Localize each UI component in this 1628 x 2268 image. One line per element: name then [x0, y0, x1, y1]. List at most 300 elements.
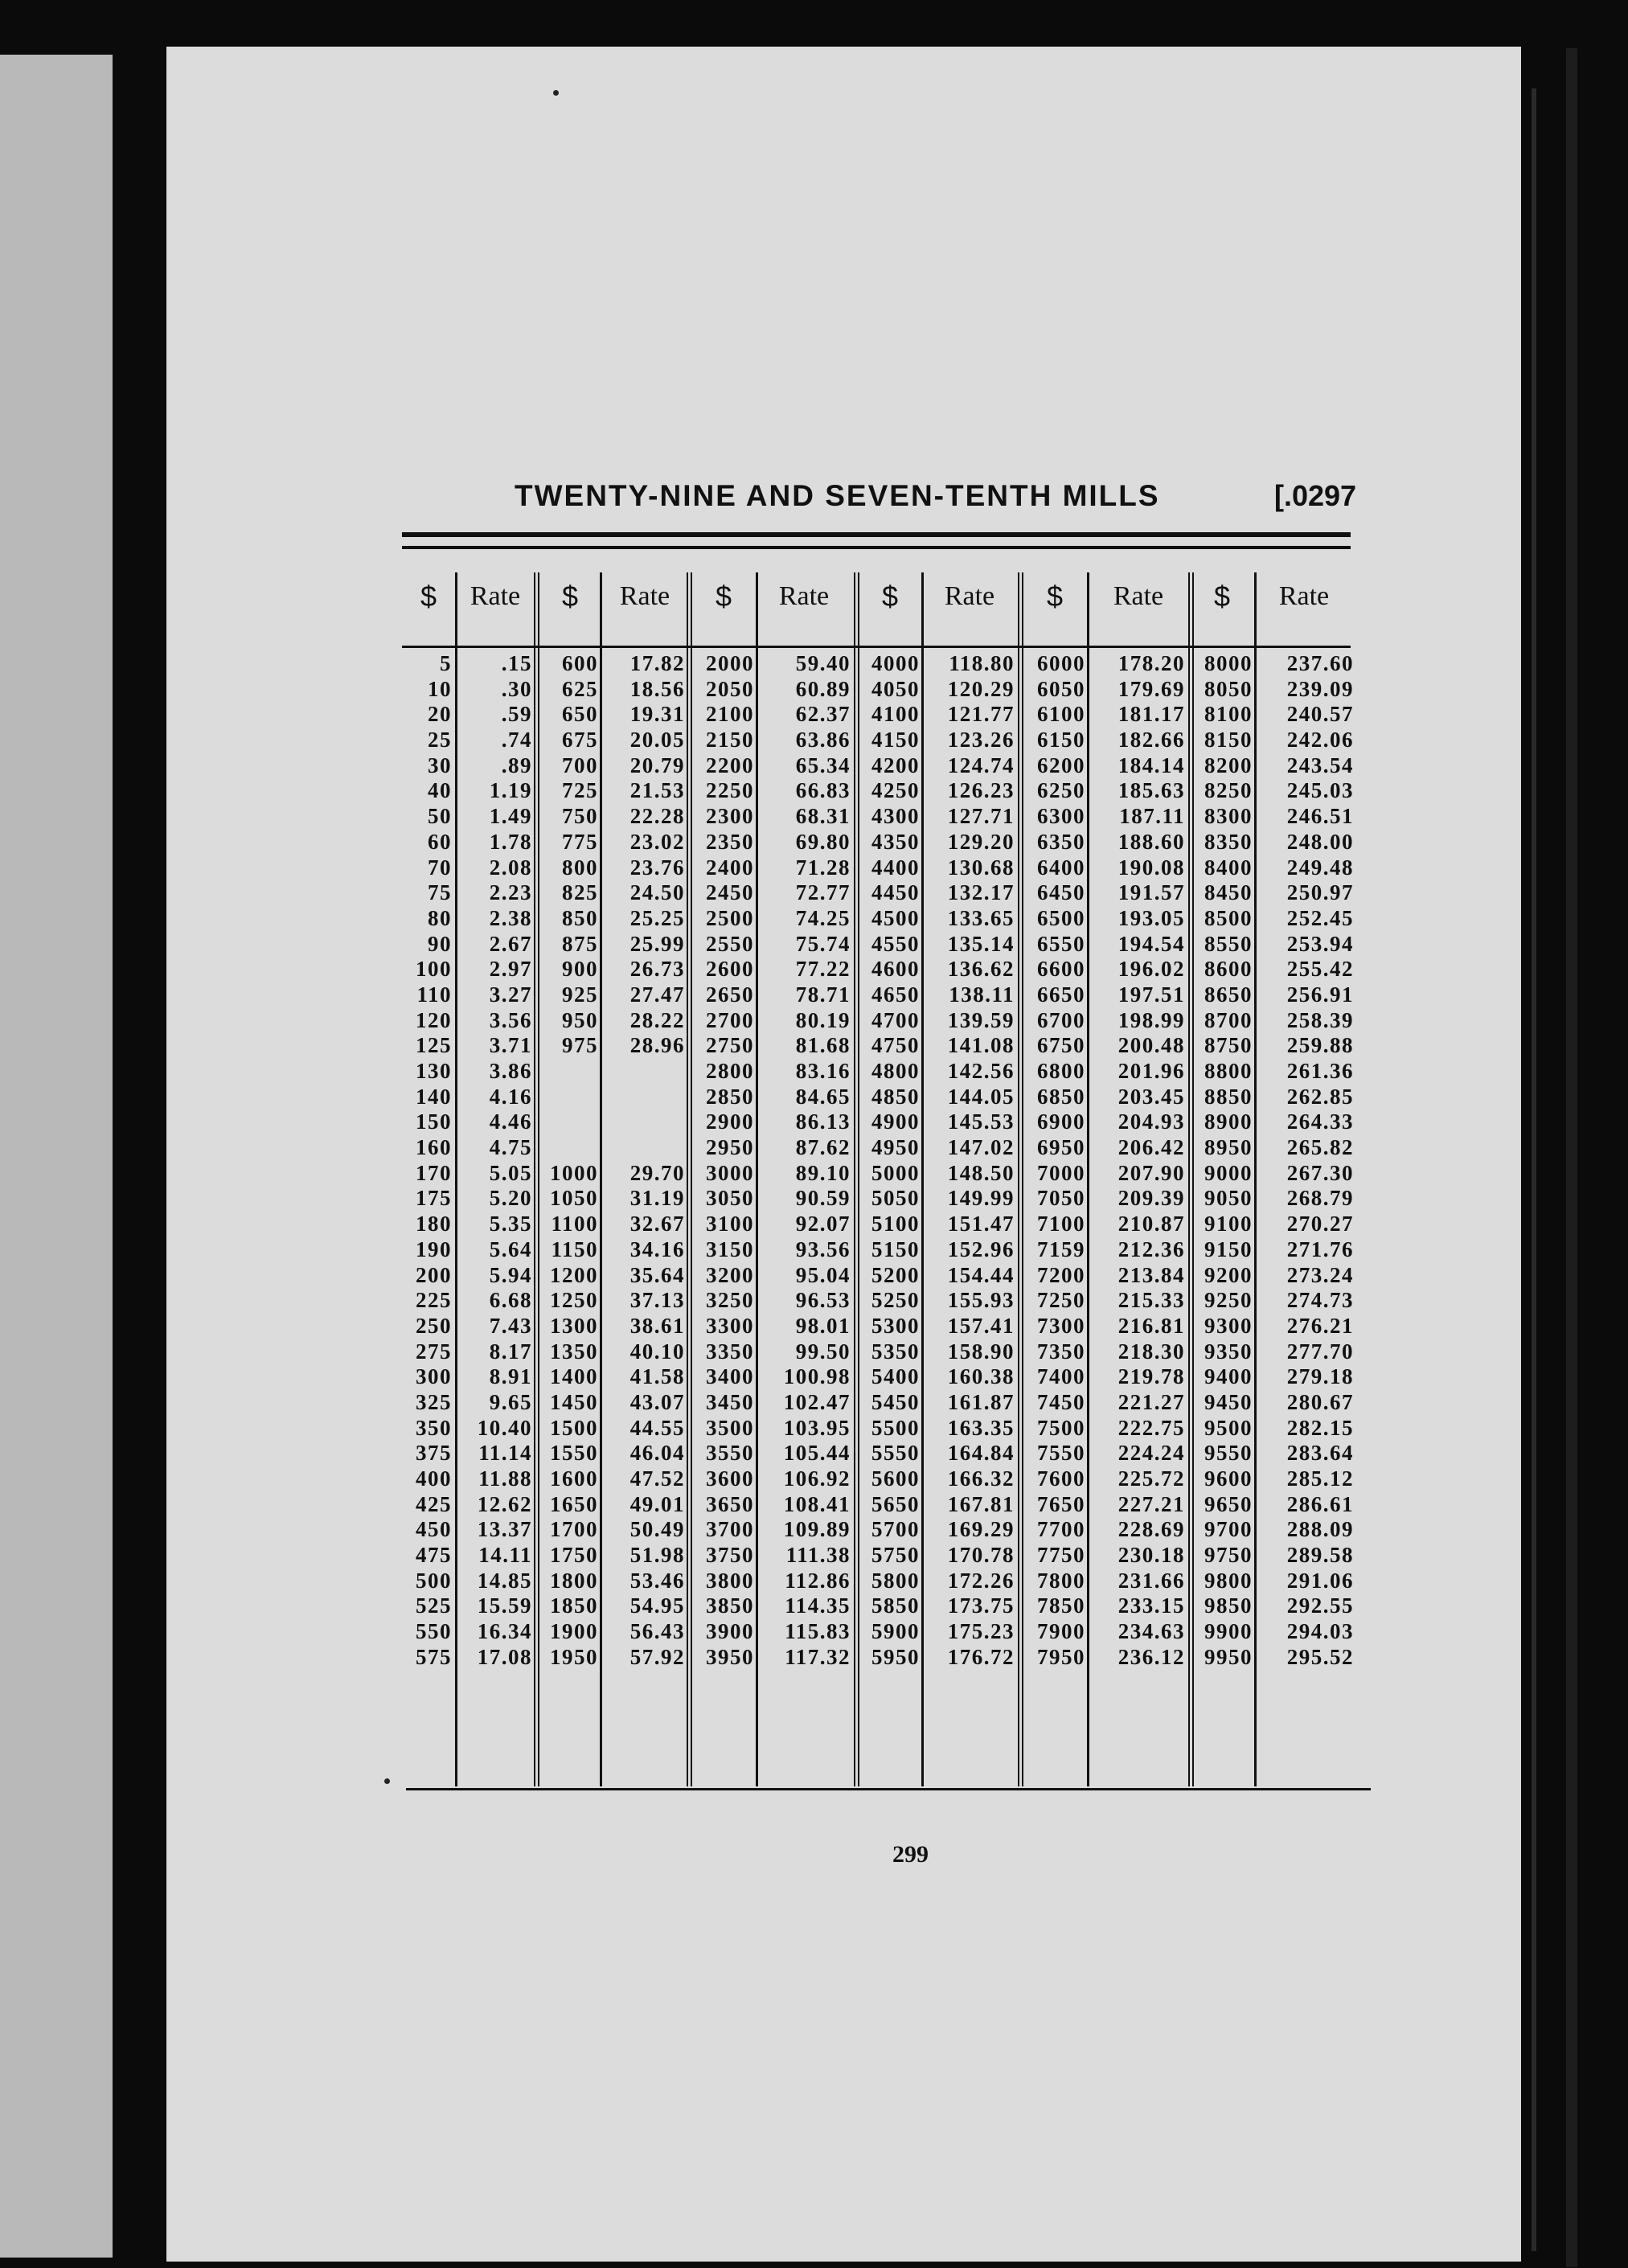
- rate-cell: 194.54: [1117, 931, 1185, 956]
- rate-cell: 28.22: [629, 1007, 685, 1032]
- rate-cell: 179.69: [1117, 676, 1185, 701]
- amount-cell: 9500: [1204, 1415, 1253, 1440]
- rate-cell: 215.33: [1117, 1288, 1185, 1313]
- rate-cell: 29.70: [629, 1160, 685, 1185]
- amount-cell: 3100: [706, 1212, 754, 1237]
- amount-cell: 6450: [1037, 880, 1085, 905]
- rate-cell: 142.56: [947, 1059, 1015, 1083]
- amount-cell: 4750: [871, 1033, 920, 1058]
- amount-cell: 8300: [1204, 804, 1253, 829]
- amount-cell: 9300: [1204, 1313, 1253, 1338]
- rate-cell: 283.64: [1286, 1441, 1354, 1466]
- amount-cell: 8150: [1204, 728, 1253, 753]
- amount-cell: 7800: [1037, 1568, 1085, 1593]
- amount-cell: 3000: [706, 1160, 754, 1185]
- rate-cell: 23.76: [629, 855, 685, 880]
- rate-cell: 8.91: [489, 1364, 532, 1389]
- amount-cell: 6100: [1037, 702, 1085, 727]
- amount-cell: 2150: [706, 728, 754, 753]
- amount-cell: 2450: [706, 880, 754, 905]
- rate-cell: 13.37: [477, 1517, 532, 1542]
- amount-cell: 5950: [871, 1644, 920, 1669]
- rate-cell: 43.07: [629, 1389, 685, 1414]
- amount-cell: 850: [562, 905, 598, 930]
- amount-cell: 2900: [706, 1109, 754, 1134]
- amount-cell: 190: [416, 1237, 452, 1261]
- rate-cell: 218.30: [1117, 1339, 1185, 1364]
- amount-cell: 3700: [706, 1517, 754, 1542]
- amount-cell: 525: [416, 1593, 452, 1618]
- rate-cell: 242.06: [1286, 728, 1354, 753]
- header-amount-3: $: [715, 580, 732, 613]
- amount-cell: 160: [416, 1135, 452, 1160]
- amount-cell: 9900: [1204, 1619, 1253, 1644]
- rate-cell: 109.89: [783, 1517, 851, 1542]
- rate-cell: 155.93: [947, 1288, 1015, 1313]
- rate-column-3: [757, 651, 851, 1671]
- amount-cell: 1500: [550, 1415, 598, 1440]
- rate-cell: 210.87: [1117, 1212, 1185, 1237]
- rate-cell: 5.64: [489, 1237, 532, 1261]
- rate-cell: 292.55: [1286, 1593, 1354, 1618]
- rate-cell: 6.68: [489, 1288, 532, 1313]
- binding-stripe: [1566, 48, 1577, 2267]
- amount-cell: 8700: [1204, 1007, 1253, 1032]
- rate-cell: 87.62: [795, 1135, 851, 1160]
- amount-column-4: [860, 651, 920, 1671]
- rate-cell: 245.03: [1286, 778, 1354, 803]
- amount-cell: 10: [428, 676, 452, 701]
- rate-cell: 154.44: [947, 1262, 1015, 1287]
- rate-cell: 11.88: [478, 1466, 532, 1491]
- rate-cell: 127.71: [947, 804, 1015, 829]
- amount-cell: 125: [416, 1033, 452, 1058]
- header-amount-1: $: [420, 580, 437, 613]
- amount-cell: 5500: [871, 1415, 920, 1440]
- group-rule: [1018, 572, 1023, 1786]
- rate-cell: 295.52: [1286, 1644, 1354, 1669]
- rate-column-4: [923, 651, 1015, 1671]
- amount-cell: 1950: [550, 1644, 598, 1669]
- amount-cell: 3450: [706, 1389, 754, 1414]
- rate-cell: 105.44: [783, 1441, 851, 1466]
- rate-cell: 28.96: [629, 1033, 685, 1058]
- amount-cell: 8650: [1204, 982, 1253, 1007]
- header-amount-2: $: [561, 580, 579, 613]
- amount-cell: 5050: [871, 1186, 920, 1211]
- rate-cell: 145.53: [947, 1109, 1015, 1134]
- speck: [553, 90, 559, 96]
- amount-cell: 8500: [1204, 905, 1253, 930]
- rate-column-1: [455, 651, 532, 1671]
- amount-cell: 875: [562, 931, 598, 956]
- rate-cell: 117.32: [785, 1644, 851, 1669]
- rate-cell: 267.30: [1286, 1160, 1354, 1185]
- amount-cell: 7100: [1037, 1212, 1085, 1237]
- rate-cell: 221.27: [1117, 1389, 1185, 1414]
- amount-cell: [540, 1059, 598, 1085]
- amount-cell: [540, 1109, 598, 1135]
- rate-cell: 71.28: [795, 855, 851, 880]
- rate-cell: 207.90: [1117, 1160, 1185, 1185]
- amount-cell: 4700: [871, 1007, 920, 1032]
- rate-cell: 27.47: [629, 982, 685, 1007]
- rate-cell: 176.72: [947, 1644, 1015, 1669]
- rate-cell: 47.52: [629, 1466, 685, 1491]
- rate-cell: 25.99: [629, 931, 685, 956]
- amount-cell: 8450: [1204, 880, 1253, 905]
- amount-cell: 2250: [706, 778, 754, 803]
- rate-cell: 95.04: [795, 1262, 851, 1287]
- rate-cell: 123.26: [947, 728, 1015, 753]
- amount-cell: 3950: [706, 1644, 754, 1669]
- rate-cell: 228.69: [1117, 1517, 1185, 1542]
- rate-cell: 1.19: [489, 778, 532, 803]
- amount-cell: 8850: [1204, 1084, 1253, 1109]
- amount-cell: 600: [562, 651, 598, 675]
- rate-cell: 57.92: [629, 1644, 685, 1669]
- rate-cell: 100.98: [783, 1364, 851, 1389]
- page-title: TWENTY-NINE AND SEVEN-TENTH MILLS: [515, 479, 1160, 512]
- amount-cell: 4800: [871, 1059, 920, 1083]
- rate-cell: 133.65: [947, 905, 1015, 930]
- amount-cell: 975: [562, 1033, 598, 1058]
- amount-cell: 2700: [706, 1007, 754, 1032]
- amount-cell: 8400: [1204, 855, 1253, 880]
- rate-cell: 93.56: [795, 1237, 851, 1261]
- amount-cell: 3500: [706, 1415, 754, 1440]
- facing-page-edge: [0, 55, 113, 2258]
- rate-cell: 103.95: [783, 1415, 851, 1440]
- amount-cell: 9350: [1204, 1339, 1253, 1364]
- rate-cell: 77.22: [795, 957, 851, 982]
- amount-cell: 5100: [871, 1212, 920, 1237]
- amount-cell: 25: [428, 728, 452, 753]
- amount-cell: 6600: [1037, 957, 1085, 982]
- amount-cell: 1100: [551, 1212, 598, 1237]
- rate-cell: 1.49: [489, 804, 532, 829]
- amount-cell: 5000: [871, 1160, 920, 1185]
- amount-cell: 2950: [706, 1135, 754, 1160]
- rate-cell: 31.19: [629, 1186, 685, 1211]
- rate-cell: 200.48: [1117, 1033, 1185, 1058]
- rate-cell: 274.73: [1286, 1288, 1354, 1313]
- rate-cell: .30: [501, 676, 532, 701]
- rate-cell: 196.02: [1117, 957, 1185, 982]
- amount-cell: 2400: [706, 855, 754, 880]
- amount-cell: 7250: [1037, 1288, 1085, 1313]
- amount-cell: 8000: [1204, 651, 1253, 675]
- amount-cell: 950: [562, 1007, 598, 1032]
- rate-cell: 120.29: [947, 676, 1015, 701]
- rate-cell: 135.14: [947, 931, 1015, 956]
- rate-cell: 184.14: [1117, 753, 1185, 777]
- amount-cell: 2200: [706, 753, 754, 777]
- rate-cell: 83.16: [795, 1059, 851, 1083]
- rate-cell: 74.25: [795, 905, 851, 930]
- amount-cell: 1300: [550, 1313, 598, 1338]
- rate-cell: 108.41: [783, 1491, 851, 1516]
- amount-cell: 7600: [1037, 1466, 1085, 1491]
- amount-cell: 1650: [550, 1491, 598, 1516]
- amount-cell: 675: [562, 728, 598, 753]
- rate-cell: 72.77: [795, 880, 851, 905]
- header-rate-2: Rate: [619, 581, 670, 611]
- rate-cell: 115.83: [785, 1619, 851, 1644]
- rate-cell: 59.40: [795, 651, 851, 675]
- amount-cell: 275: [416, 1339, 452, 1364]
- rate-cell: 46.04: [629, 1441, 685, 1466]
- amount-cell: 30: [428, 753, 452, 777]
- rate-cell: 204.93: [1117, 1109, 1185, 1134]
- rate-cell: 26.73: [629, 957, 685, 982]
- rate-cell: 248.00: [1286, 829, 1354, 854]
- amount-cell: 475: [416, 1543, 452, 1568]
- top-rule-thin: [402, 546, 1351, 549]
- amount-cell: 1700: [550, 1517, 598, 1542]
- amount-cell: 5200: [871, 1262, 920, 1287]
- amount-cell: 7200: [1037, 1262, 1085, 1287]
- rate-cell: 239.09: [1286, 676, 1354, 701]
- amount-cell: 5: [440, 651, 452, 675]
- rate-cell: 32.67: [629, 1212, 685, 1237]
- rate-cell: 34.16: [629, 1237, 685, 1261]
- rate-cell: 160.38: [947, 1364, 1015, 1389]
- rate-cell: 197.51: [1117, 982, 1185, 1007]
- amount-cell: 1800: [550, 1568, 598, 1593]
- rate-cell: 216.81: [1117, 1313, 1185, 1338]
- amount-cell: 900: [562, 957, 598, 982]
- amount-cell: 7750: [1037, 1543, 1085, 1568]
- amount-cell: 500: [416, 1568, 452, 1593]
- amount-cell: 3250: [706, 1288, 754, 1313]
- rate-cell: 66.83: [795, 778, 851, 803]
- amount-cell: 2000: [706, 651, 754, 675]
- header-rule: [402, 646, 1351, 648]
- amount-cell: 7450: [1037, 1389, 1085, 1414]
- rate-cell: 271.76: [1286, 1237, 1354, 1261]
- amount-cell: 7159: [1037, 1237, 1085, 1261]
- rate-cell: 54.95: [629, 1593, 685, 1618]
- rate-column-2: [601, 651, 685, 1671]
- rate-cell: 152.96: [947, 1237, 1015, 1261]
- rate-column-5: [1089, 651, 1185, 1671]
- rate-cell: 3.27: [489, 982, 532, 1007]
- amount-cell: 60: [428, 829, 452, 854]
- rate-cell: 291.06: [1286, 1568, 1354, 1593]
- amount-cell: 5550: [871, 1441, 920, 1466]
- amount-cell: 4600: [871, 957, 920, 982]
- amount-cell: 7700: [1037, 1517, 1085, 1542]
- amount-cell: 7000: [1037, 1160, 1085, 1185]
- rate-cell: 17.82: [629, 651, 685, 675]
- rate-cell: 227.21: [1117, 1491, 1185, 1516]
- amount-cell: 725: [562, 778, 598, 803]
- amount-cell: [540, 1085, 598, 1110]
- rate-cell: 102.47: [783, 1389, 851, 1414]
- amount-cell: 5600: [871, 1466, 920, 1491]
- amount-cell: 4300: [871, 804, 920, 829]
- rate-cell: 10.40: [477, 1415, 532, 1440]
- rate-cell: 158.90: [947, 1339, 1015, 1364]
- rate-cell: 5.05: [489, 1160, 532, 1185]
- rate-code: [.0297: [1274, 479, 1357, 512]
- group-rule: [534, 572, 539, 1786]
- rate-cell: 212.36: [1117, 1237, 1185, 1261]
- rate-cell: 253.94: [1286, 931, 1354, 956]
- amount-cell: 9450: [1204, 1389, 1253, 1414]
- rate-cell: 86.13: [795, 1109, 851, 1134]
- rate-cell: 190.08: [1117, 855, 1185, 880]
- group-rule: [854, 572, 859, 1786]
- rate-cell: 265.82: [1286, 1135, 1354, 1160]
- amount-cell: 5450: [871, 1389, 920, 1414]
- amount-cell: 7950: [1037, 1644, 1085, 1669]
- amount-cell: 5350: [871, 1339, 920, 1364]
- amount-column-2: [540, 651, 598, 1671]
- rate-cell: 182.66: [1117, 728, 1185, 753]
- amount-cell: [540, 1135, 598, 1161]
- amount-cell: 7850: [1037, 1593, 1085, 1618]
- amount-cell: 7550: [1037, 1441, 1085, 1466]
- rate-cell: 15.59: [477, 1593, 532, 1618]
- rate-cell: 99.50: [795, 1339, 851, 1364]
- amount-cell: 1450: [550, 1389, 598, 1414]
- amount-cell: 8900: [1204, 1109, 1253, 1134]
- amount-cell: 6550: [1037, 931, 1085, 956]
- rate-cell: 289.58: [1286, 1543, 1354, 1568]
- rate-cell: 187.11: [1119, 804, 1185, 829]
- rate-cell: 2.97: [489, 957, 532, 982]
- rate-cell: 279.18: [1286, 1364, 1354, 1389]
- amount-cell: 8550: [1204, 931, 1253, 956]
- amount-cell: 3050: [706, 1186, 754, 1211]
- amount-cell: 2300: [706, 804, 754, 829]
- amount-cell: 1900: [550, 1619, 598, 1644]
- rate-cell: 40.10: [629, 1339, 685, 1364]
- amount-cell: 8800: [1204, 1059, 1253, 1083]
- rate-cell: 63.86: [795, 728, 851, 753]
- amount-cell: 3400: [706, 1364, 754, 1389]
- rate-cell: 164.84: [947, 1441, 1015, 1466]
- rate-cell: 51.98: [629, 1543, 685, 1568]
- amount-cell: 1250: [550, 1288, 598, 1313]
- amount-cell: 70: [428, 855, 452, 880]
- amount-cell: 4350: [871, 829, 920, 854]
- amount-cell: 5650: [871, 1491, 920, 1516]
- rate-cell: 138.11: [949, 982, 1015, 1007]
- amount-cell: 400: [416, 1466, 452, 1491]
- amount-cell: 3750: [706, 1543, 754, 1568]
- amount-cell: 2500: [706, 905, 754, 930]
- rate-cell: 285.12: [1286, 1466, 1354, 1491]
- header-rate-5: Rate: [1113, 581, 1164, 611]
- amount-cell: 1200: [550, 1262, 598, 1287]
- rate-cell: 258.39: [1286, 1007, 1354, 1032]
- rate-cell: [601, 1135, 685, 1161]
- amount-cell: 8100: [1204, 702, 1253, 727]
- amount-cell: 1850: [550, 1593, 598, 1618]
- rate-cell: 169.29: [947, 1517, 1015, 1542]
- rate-cell: 96.53: [795, 1288, 851, 1313]
- rate-cell: 249.48: [1286, 855, 1354, 880]
- amount-cell: 7350: [1037, 1339, 1085, 1364]
- rate-cell: 49.01: [629, 1491, 685, 1516]
- amount-cell: 90: [428, 931, 452, 956]
- amount-cell: 2800: [706, 1059, 754, 1083]
- header-rate-1: Rate: [470, 581, 521, 611]
- amount-cell: 625: [562, 676, 598, 701]
- header-amount-5: $: [1046, 580, 1064, 613]
- rate-cell: 65.34: [795, 753, 851, 777]
- amount-cell: 825: [562, 880, 598, 905]
- amount-cell: 9700: [1204, 1517, 1253, 1542]
- amount-cell: 5400: [871, 1364, 920, 1389]
- amount-column-3: [693, 651, 754, 1671]
- top-rule-thick: [402, 532, 1351, 537]
- rate-cell: 20.79: [629, 753, 685, 777]
- amount-cell: 8950: [1204, 1135, 1253, 1160]
- rate-cell: 132.17: [947, 880, 1015, 905]
- rate-cell: 224.24: [1117, 1441, 1185, 1466]
- amount-cell: 550: [416, 1619, 452, 1644]
- rate-cell: 114.35: [785, 1593, 851, 1618]
- rate-cell: 294.03: [1286, 1619, 1354, 1644]
- amount-cell: 3200: [706, 1262, 754, 1287]
- amount-cell: 6850: [1037, 1084, 1085, 1109]
- rate-cell: 112.86: [785, 1568, 851, 1593]
- rate-cell: 92.07: [795, 1212, 851, 1237]
- amount-cell: 5900: [871, 1619, 920, 1644]
- rate-cell: 44.55: [629, 1415, 685, 1440]
- rate-cell: 68.31: [795, 804, 851, 829]
- rate-cell: 90.59: [795, 1186, 851, 1211]
- rate-cell: 98.01: [795, 1313, 851, 1338]
- rate-cell: 147.02: [947, 1135, 1015, 1160]
- amount-cell: 110: [416, 982, 452, 1007]
- rate-cell: [601, 1085, 685, 1110]
- amount-cell: 4400: [871, 855, 920, 880]
- amount-cell: 40: [428, 778, 452, 803]
- amount-cell: 2850: [706, 1084, 754, 1109]
- amount-cell: 6750: [1037, 1033, 1085, 1058]
- rate-cell: 148.50: [947, 1160, 1015, 1185]
- rate-cell: 193.05: [1117, 905, 1185, 930]
- amount-cell: 4450: [871, 880, 920, 905]
- rate-cell: 209.39: [1117, 1186, 1185, 1211]
- rate-cell: 5.35: [489, 1212, 532, 1237]
- rate-cell: 170.78: [947, 1543, 1015, 1568]
- rate-cell: 16.34: [477, 1619, 532, 1644]
- rate-cell: 5.20: [489, 1186, 532, 1211]
- page-edge-shadow: [1532, 88, 1536, 2251]
- amount-cell: 3650: [706, 1491, 754, 1516]
- rate-cell: 157.41: [947, 1313, 1015, 1338]
- rate-cell: 80.19: [795, 1007, 851, 1032]
- rate-cell: 255.42: [1286, 957, 1354, 982]
- amount-cell: 4550: [871, 931, 920, 956]
- amount-cell: 9200: [1204, 1262, 1253, 1287]
- amount-cell: 9550: [1204, 1441, 1253, 1466]
- rate-cell: 126.23: [947, 778, 1015, 803]
- rate-cell: 129.20: [947, 829, 1015, 854]
- rate-cell: 206.42: [1117, 1135, 1185, 1160]
- header-rate-4: Rate: [944, 581, 995, 611]
- header-amount-6: $: [1213, 580, 1231, 613]
- rate-cell: 167.81: [947, 1491, 1015, 1516]
- amount-cell: 130: [416, 1059, 452, 1083]
- rate-cell: 262.85: [1286, 1084, 1354, 1109]
